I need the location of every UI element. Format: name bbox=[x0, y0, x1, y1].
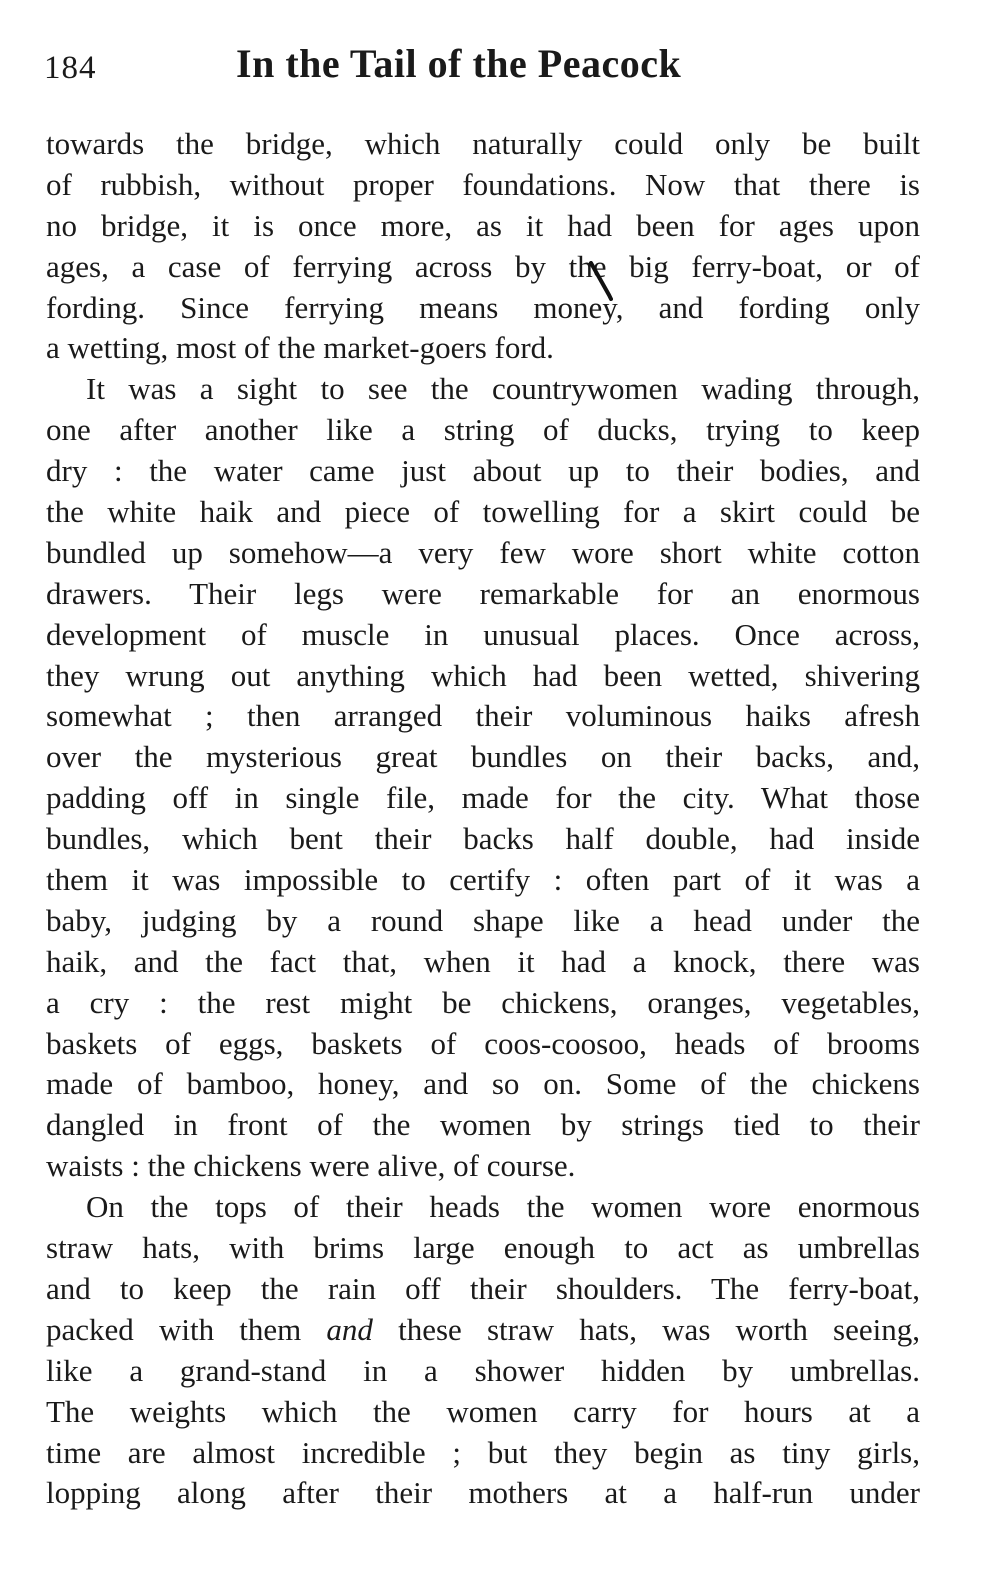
text-line: lopping along after their mothers at a half-run under bbox=[46, 1475, 920, 1511]
text-line: haik, and the fact that, when it had a knock, there was bbox=[46, 943, 920, 979]
text-line: of rubbish, without proper foundations. Now that there is bbox=[46, 166, 920, 202]
text-line: waists : the chickens were alive, of course. bbox=[46, 1148, 576, 1184]
text-line: baskets of eggs, baskets of coos-coosoo, heads of brooms bbox=[46, 1025, 920, 1061]
italic-word: and bbox=[326, 1311, 373, 1347]
text-line: one after another like a string of ducks, trying to keep bbox=[46, 412, 920, 448]
text-line: the white haik and piece of towelling for a skirt could be bbox=[46, 494, 920, 530]
text-line: development of muscle in unusual places. Once across, bbox=[46, 616, 920, 652]
text-line: they wrung out anything which had been wetted, shivering bbox=[46, 657, 920, 693]
text-line: like a grand-stand in a shower hidden by umbrellas. bbox=[46, 1352, 920, 1388]
paragraph-1 bbox=[46, 124, 920, 369]
text-line: dangled in front of the women by strings tied to their bbox=[46, 1107, 920, 1143]
page-number: 184 bbox=[44, 50, 97, 86]
body-text bbox=[46, 124, 920, 1514]
text-line: On the tops of their heads the women wore enormous bbox=[86, 1189, 920, 1225]
text-line: time are almost incredible ; but they begin as tiny girls, bbox=[46, 1434, 920, 1470]
text-line: a wetting, most of the market-goers ford. bbox=[46, 330, 554, 366]
text-line: towards the bridge, which naturally could only be built bbox=[46, 126, 920, 161]
pen-mark bbox=[589, 261, 613, 301]
text-line: over the mysterious great bundles on their backs, and, bbox=[46, 739, 920, 775]
text-line: padding off in single file, made for the city. What those bbox=[46, 780, 920, 816]
text-segment: packed with them bbox=[46, 1311, 302, 1347]
text-line: It was a sight to see the countrywomen wading through, bbox=[86, 371, 920, 407]
text-segment: these straw hats, was worth seeing, bbox=[398, 1311, 920, 1347]
text-line: ages, a case of ferrying across by the big ferry-boat, or of bbox=[46, 248, 920, 284]
text-line: fording. Since ferrying means money, and fording only bbox=[46, 289, 920, 325]
text-line: bundles, which bent their backs half double, had inside bbox=[46, 821, 920, 857]
paragraph-3 bbox=[46, 1187, 920, 1514]
text-line: The weights which the women carry for hours at a bbox=[46, 1393, 920, 1429]
text-line: somewhat ; then arranged their voluminous haiks afresh bbox=[46, 698, 920, 734]
text-line: bundled up somehow—a very few wore short white cotton bbox=[46, 534, 920, 570]
text-line: drawers. Their legs were remarkable for an enormous bbox=[46, 575, 920, 611]
text-line: made of bamboo, honey, and so on. Some of the chickens bbox=[46, 1066, 920, 1102]
text-line-with-italic bbox=[46, 1310, 920, 1351]
text-line: baby, judging by a round shape like a head under the bbox=[46, 902, 920, 938]
text-line: dry : the water came just about up to their bodies, and bbox=[46, 453, 920, 489]
page-header bbox=[44, 40, 924, 100]
paragraph-2 bbox=[46, 369, 920, 1187]
running-title: In the Tail of the Peacock bbox=[236, 41, 682, 86]
text-line: straw hats, with brims large enough to act as umbrellas bbox=[46, 1230, 920, 1266]
text-line: them it was impossible to certify : often part of it was a bbox=[46, 862, 920, 898]
text-line: no bridge, it is once more, as it had been for ages upon bbox=[46, 207, 920, 243]
text-line: and to keep the rain off their shoulders. The ferry-boat, bbox=[46, 1270, 920, 1306]
text-line: a cry : the rest might be chickens, oranges, vegetables, bbox=[46, 984, 920, 1020]
